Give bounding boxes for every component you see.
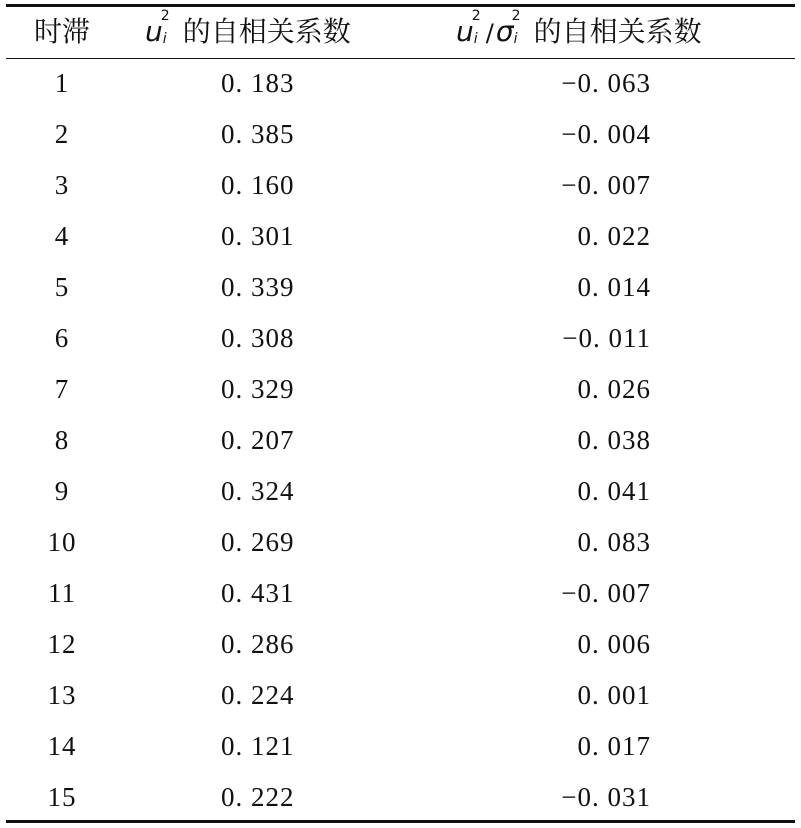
table-row <box>0 211 801 262</box>
header-col2-scripts2 <box>511 8 524 52</box>
lag-cell: 13 <box>47 680 77 710</box>
header-col2-scripts1 <box>471 8 484 52</box>
standardized-autocorr-cell: −0. 011 <box>562 323 651 353</box>
u-squared-autocorr-cell: 0. 183 <box>221 68 295 98</box>
u-squared-autocorr-cell: 0. 301 <box>221 221 295 251</box>
lag-cell: 1 <box>54 68 70 98</box>
table-top-rule <box>6 4 795 7</box>
standardized-autocorr-cell: −0. 007 <box>561 170 651 200</box>
u-squared-autocorr-cell: 0. 324 <box>221 476 295 506</box>
u-squared-autocorr-cell: 0. 222 <box>221 782 295 812</box>
lag-cell: 7 <box>54 374 70 404</box>
standardized-autocorr-cell: 0. 017 <box>577 731 651 761</box>
header-col1-sup: 2 <box>160 8 170 24</box>
lag-cell: 6 <box>54 323 70 353</box>
table-row <box>0 772 801 823</box>
table-row <box>0 364 801 415</box>
header-lag: 时滞 <box>34 15 91 48</box>
table-row <box>0 568 801 619</box>
header-autocorr-standardized <box>456 8 702 52</box>
table-bottom-rule <box>6 820 795 823</box>
standardized-autocorr-cell: 0. 026 <box>577 374 651 404</box>
u-squared-autocorr-cell: 0. 339 <box>221 272 295 302</box>
lag-cell: 15 <box>47 782 77 812</box>
standardized-autocorr-cell: 0. 006 <box>577 629 651 659</box>
standardized-autocorr-cell: 0. 041 <box>577 476 651 506</box>
table-row <box>0 58 801 109</box>
standardized-autocorr-cell: −0. 007 <box>561 578 651 608</box>
header-col1-sub: i <box>162 31 167 47</box>
table-row <box>0 160 801 211</box>
header-col2-sup2: 2 <box>511 8 521 24</box>
header-col2-slash: / <box>485 19 494 47</box>
lag-cell: 12 <box>47 629 77 659</box>
standardized-autocorr-cell: 0. 014 <box>577 272 651 302</box>
table-row <box>0 619 801 670</box>
table-row <box>0 313 801 364</box>
table-row <box>0 466 801 517</box>
u-squared-autocorr-cell: 0. 286 <box>221 629 295 659</box>
table-row <box>0 415 801 466</box>
standardized-autocorr-cell: 0. 001 <box>577 680 651 710</box>
header-autocorr-u-squared <box>145 8 351 52</box>
standardized-autocorr-cell: 0. 022 <box>577 221 651 251</box>
lag-cell: 9 <box>54 476 70 506</box>
lag-cell: 14 <box>47 731 77 761</box>
u-squared-autocorr-cell: 0. 329 <box>221 374 295 404</box>
standardized-autocorr-cell: 0. 038 <box>577 425 651 455</box>
header-col2-var1: u <box>456 15 474 48</box>
lag-cell: 8 <box>54 425 70 455</box>
standardized-autocorr-cell: −0. 063 <box>561 68 651 98</box>
lag-cell: 2 <box>54 119 70 149</box>
lag-cell: 4 <box>54 221 70 251</box>
u-squared-autocorr-cell: 0. 160 <box>221 170 295 200</box>
header-col2-sub2: i <box>513 31 518 47</box>
header-col2-var2: σ <box>495 15 514 48</box>
lag-cell: 10 <box>47 527 77 557</box>
lag-cell: 11 <box>48 578 76 608</box>
standardized-autocorr-cell: −0. 004 <box>561 119 651 149</box>
header-col1-scripts <box>160 8 173 52</box>
header-col2-text: 的自相关系数 <box>533 15 702 48</box>
table-row <box>0 517 801 568</box>
table-row <box>0 721 801 772</box>
lag-cell: 3 <box>54 170 70 200</box>
lag-cell: 5 <box>54 272 70 302</box>
u-squared-autocorr-cell: 0. 308 <box>221 323 295 353</box>
u-squared-autocorr-cell: 0. 207 <box>221 425 295 455</box>
table-row <box>0 109 801 160</box>
table-row <box>0 262 801 313</box>
table-row <box>0 670 801 721</box>
u-squared-autocorr-cell: 0. 269 <box>221 527 295 557</box>
header-col2-sup1: 2 <box>471 8 481 24</box>
header-col1-var: u <box>145 15 163 48</box>
table-body <box>0 58 801 823</box>
header-col2-sub1: i <box>473 31 478 47</box>
standardized-autocorr-cell: −0. 031 <box>561 782 651 812</box>
u-squared-autocorr-cell: 0. 431 <box>221 578 295 608</box>
standardized-autocorr-cell: 0. 083 <box>577 527 651 557</box>
u-squared-autocorr-cell: 0. 385 <box>221 119 295 149</box>
u-squared-autocorr-cell: 0. 121 <box>221 731 295 761</box>
header-col1-text: 的自相关系数 <box>182 15 351 48</box>
u-squared-autocorr-cell: 0. 224 <box>221 680 295 710</box>
